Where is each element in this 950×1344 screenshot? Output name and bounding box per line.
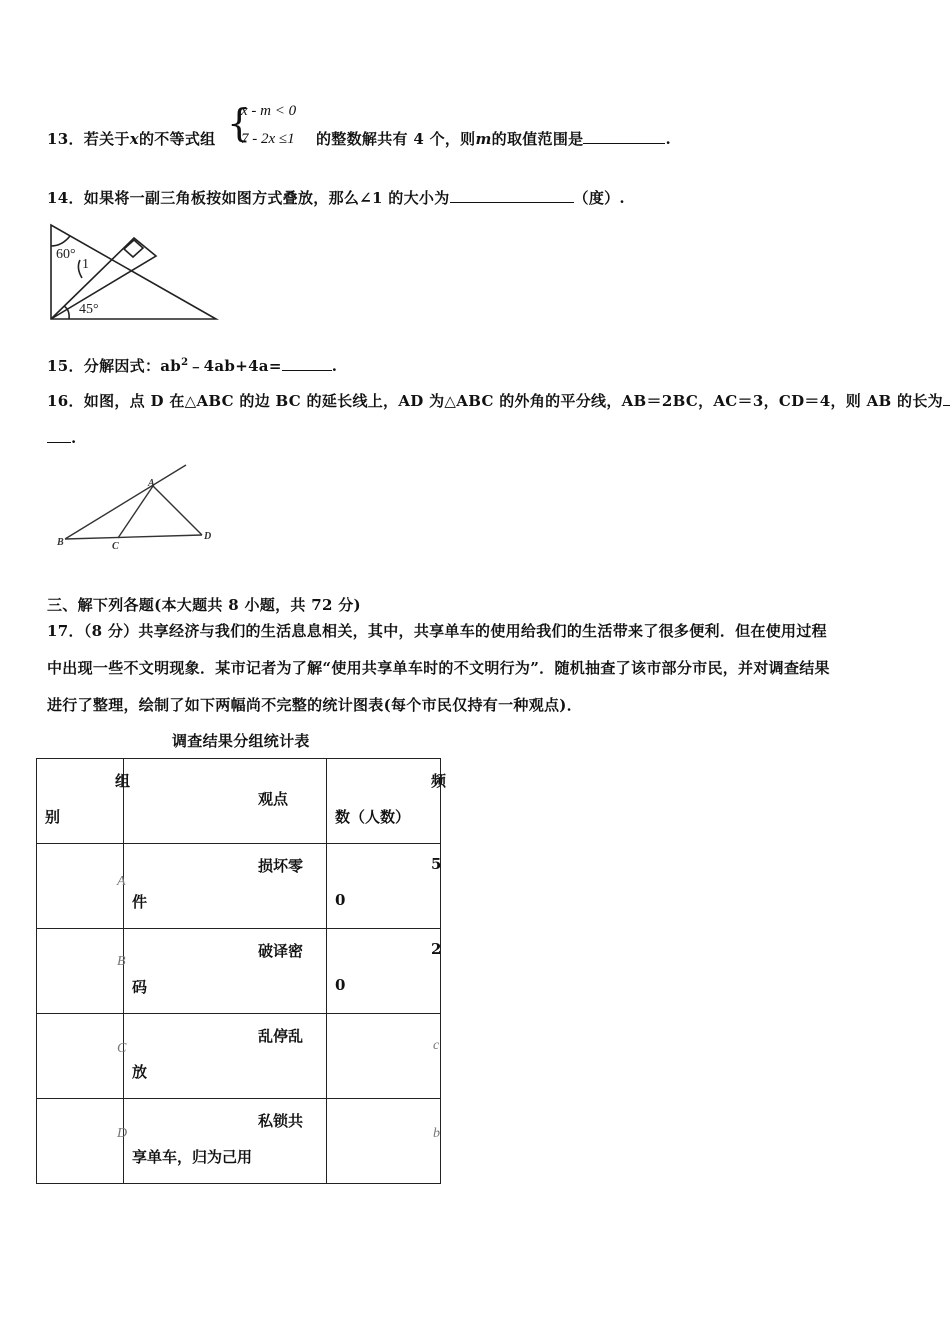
- q13-sys-line1: x - m < 0: [241, 103, 297, 119]
- row-c-group: [37, 1014, 127, 1099]
- row-a-view-a: 损坏零: [258, 857, 304, 875]
- row-a-freq-a: 5: [431, 855, 442, 873]
- row-b-freq-b: 0: [335, 976, 346, 994]
- header-group: [37, 759, 131, 844]
- row-b-view-a: 破译密: [258, 942, 304, 960]
- row-b-group-label: B: [117, 954, 126, 969]
- q16-label-C: C: [112, 541, 119, 552]
- q16-label-B: B: [57, 537, 64, 548]
- q13-answer-blank[interactable]: [583, 129, 665, 144]
- q14-arc-60: [51, 236, 70, 246]
- header-view: [124, 759, 327, 844]
- q13-mid: 的不等式组: [138, 130, 216, 148]
- row-d-view-b: 享单车，归为己用: [132, 1148, 253, 1166]
- table-row: [37, 844, 441, 929]
- header-group-a: 组: [115, 772, 131, 790]
- q13-suffix: [316, 128, 671, 149]
- q17-line3: 进行了整理，绘制了如下两幅尚不完整的统计图表(每个市民仅持有一种观点)．: [47, 696, 582, 714]
- row-b-freq-a: 2: [431, 940, 442, 958]
- table-row: [37, 929, 441, 1014]
- table-row: [37, 1099, 441, 1184]
- q14-text: 14．如果将一副三角板按如图方式叠放，那么∠1 的大小为: [47, 189, 450, 207]
- q16-line1: [47, 390, 950, 411]
- q13-end: .: [665, 130, 671, 148]
- q16-line2: [47, 428, 77, 447]
- row-c-view-b: 放: [132, 1063, 148, 1081]
- q15-rest: ﹣4ab+4a=: [188, 357, 282, 375]
- q17-line1: 17．（8 分）共享经济与我们的生活息息相关，其中，共享单车的使用给我们的生活带来了很多便利．但在使用过程: [47, 622, 827, 640]
- row-c-view-a: 乱停乱: [258, 1027, 304, 1045]
- q14-unit: （度）.: [573, 189, 625, 207]
- q16-segment-AD: [153, 486, 202, 535]
- row-c-freq-var: c: [433, 1038, 440, 1053]
- q13-prefix: 13．若关于: [47, 130, 130, 148]
- row-a-group: [37, 844, 124, 929]
- q15: [47, 355, 337, 376]
- row-a-freq-b: 0: [335, 891, 346, 909]
- q13-sys-line2: 7 - 2x ≤1: [241, 131, 295, 147]
- header-freq-a: 频: [431, 772, 447, 790]
- header-freq-b: 数（人数）: [335, 808, 411, 826]
- q17-line2: 中出现一些不文明现象．某市记者为了解“使用共享单车时的不文明行为”．随机抽查了该市部分市民，并对调查结果: [47, 659, 830, 677]
- row-c-view: [124, 1014, 327, 1099]
- q16-text: 16．如图，点 D 在△ABC 的边 BC 的延长线上，AD 为△ABC 的外角的平分线，AB＝2BC，AC＝3，CD＝4，则 AB 的长为: [47, 392, 943, 410]
- q16-answer-blank-a[interactable]: [943, 391, 950, 406]
- q16-answer-blank-b[interactable]: [47, 428, 71, 443]
- row-a-view-b: 件: [132, 893, 148, 911]
- q15-sup: 2: [181, 357, 189, 368]
- row-a-view: [124, 844, 327, 929]
- row-c-group-label: C: [117, 1041, 127, 1056]
- row-d-view-a: 私锁共: [258, 1112, 304, 1130]
- q13-var-x: x: [129, 130, 139, 148]
- q14-label-1: 1: [82, 257, 89, 272]
- q13-suffix1: 的整数解共有 4 个，则: [316, 130, 476, 148]
- row-d-view: [124, 1099, 327, 1184]
- q16-segment-CA: [118, 486, 153, 538]
- section3-title: 三、解下列各题(本大题共 8 小题，共 72 分): [47, 596, 361, 614]
- row-b-view-b: 码: [132, 978, 148, 996]
- header-view-label: 观点: [258, 790, 289, 808]
- q17-table-title: 调查结果分组统计表: [172, 732, 310, 750]
- q16-label-A: A: [148, 478, 155, 489]
- q13-suffix2: 的取值范围是: [491, 130, 584, 148]
- q13-var-m: m: [475, 130, 492, 148]
- q13-brace: {: [227, 101, 252, 145]
- row-a-freq: [327, 844, 441, 929]
- header-group-b: 别: [45, 808, 61, 826]
- row-d-group-label: D: [117, 1126, 128, 1141]
- row-d-freq-var: b: [433, 1126, 440, 1141]
- row-d-group: [37, 1099, 128, 1184]
- q14-label-60: 60°: [56, 247, 76, 262]
- header-freq: [327, 759, 447, 844]
- q15-prefix: 15．分解因式：ab: [47, 357, 182, 375]
- stats-table: [36, 758, 447, 1184]
- row-b-view: [124, 929, 327, 1014]
- q16-end: .: [71, 429, 77, 447]
- q14-answer-blank[interactable]: [450, 188, 574, 203]
- q15-answer-blank[interactable]: [282, 356, 332, 371]
- row-a-group-label: A: [117, 874, 126, 889]
- row-d-freq: [327, 1099, 441, 1184]
- q13: [47, 128, 215, 149]
- row-c-freq: [327, 1014, 441, 1099]
- q14-label-45: 45°: [79, 302, 99, 317]
- table-row: [37, 1014, 441, 1099]
- row-b-group: [37, 929, 124, 1014]
- q16-segment-BD: [65, 535, 202, 539]
- table-header-row: [37, 759, 441, 844]
- q14-figure: [44, 218, 224, 328]
- q16-label-D: D: [204, 531, 212, 542]
- q16-figure: [52, 462, 222, 552]
- q15-end: .: [331, 357, 338, 375]
- q14: [47, 187, 625, 208]
- row-b-freq: [327, 929, 441, 1014]
